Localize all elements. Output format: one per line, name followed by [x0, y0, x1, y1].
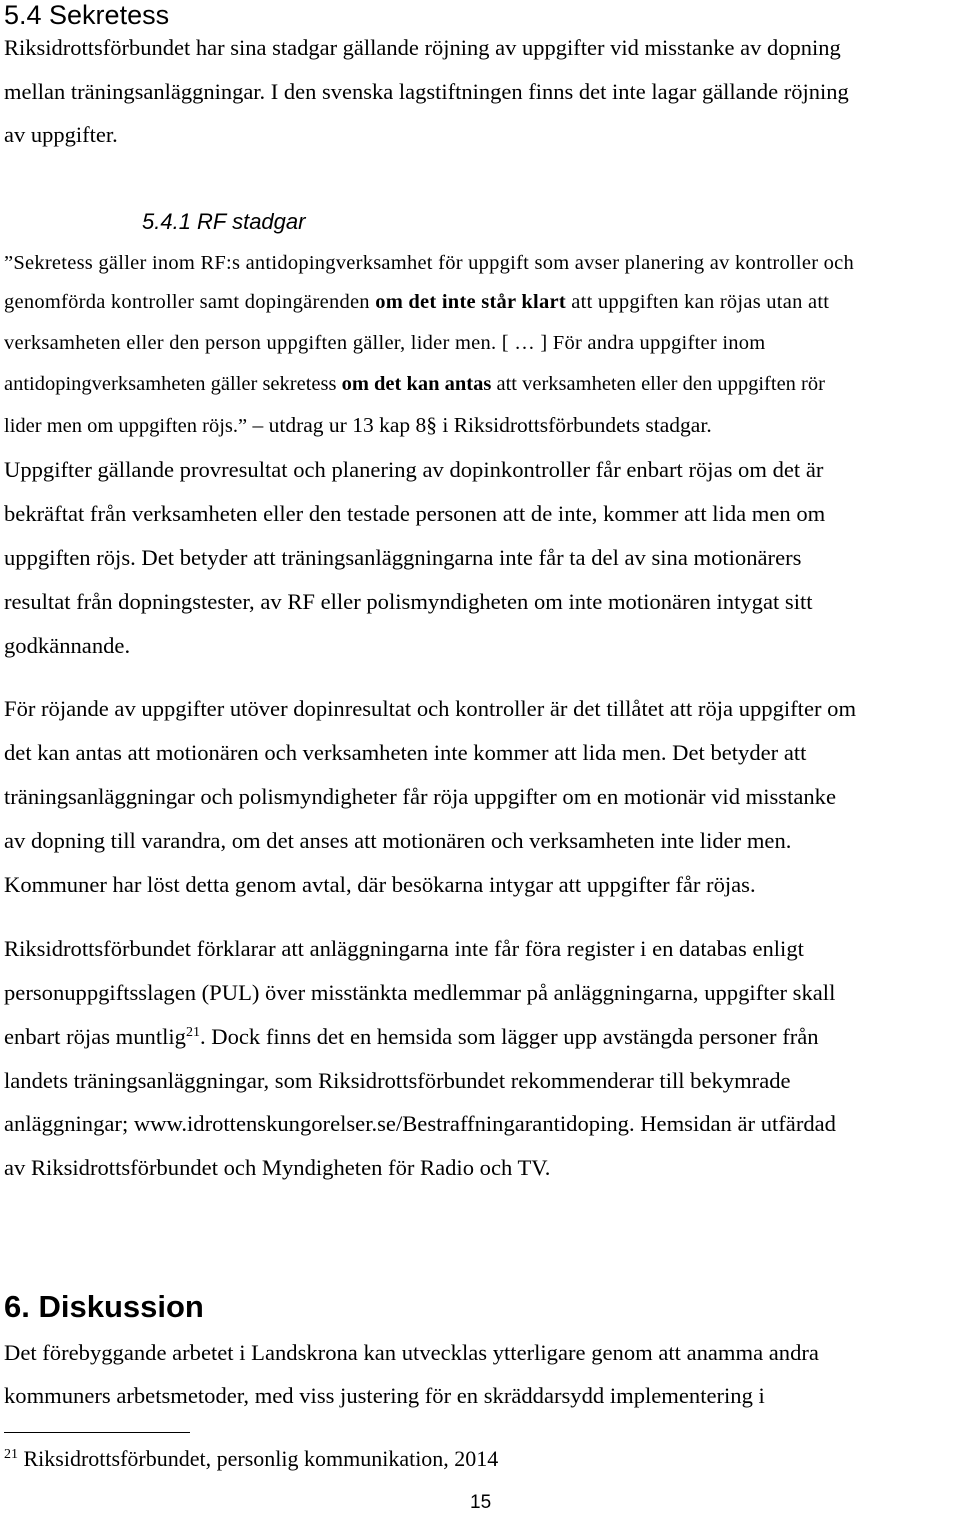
footnote-ref[interactable]: 21 — [185, 1025, 200, 1040]
body-line: av uppgifter. — [4, 122, 118, 147]
quote-text: genomförda kontroller samt dopingärenden — [4, 291, 376, 313]
body-text: . Dock finns det en hemsida som lägger upp avstängda personer från — [199, 1024, 819, 1049]
body-line: Kommuner har löst detta genom avtal, där besökarna intygar att uppgifter får röjas. — [4, 872, 756, 897]
body-line: av Riksidrottsförbundet och Myndigheten för Radio och TV. — [4, 1155, 551, 1180]
body-line: träningsanläggningar och polismyndigheter får röja uppgifter om en motionär vid misstanke — [4, 784, 836, 809]
quote-line: ”Sekretess gäller inom RF:s antidopingverksamhet för uppgift som avser planering av kontroller och — [4, 252, 855, 274]
footnote-text: Riksidrottsförbundet, personlig kommunikation, 2014 — [18, 1446, 499, 1471]
body-line: mellan träningsanläggningar. I den svenska lagstiftningen finns det inte lagar gällande röjning — [4, 79, 849, 104]
quote-source: – utdrag ur 13 kap 8§ i Riksidrottsförbundets stadgar. — [247, 413, 712, 437]
body-line: Uppgifter gällande provresultat och planering av dopinkontroller får enbart röjas om det är — [4, 457, 824, 482]
body-line: av dopning till varandra, om det anses att motionären och verksamheten inte lider men. — [4, 828, 792, 853]
footnote-number: 21 — [4, 1447, 18, 1462]
body-line: Det förebyggande arbetet i Landskrona kan utvecklas ytterligare genom att anamma andra — [4, 1340, 819, 1365]
quote-line — [4, 371, 825, 397]
body-line: resultat från dopningstester, av RF eller polismyndigheten om inte motionären intygat sitt — [4, 589, 813, 614]
quote-line: verksamheten eller den person uppgiften gäller, lider men. [ … ] För andra uppgifter inom — [4, 332, 766, 354]
body-line: kommuners arbetsmetoder, med viss justering för en skräddarsydd implementering i — [4, 1383, 765, 1408]
body-line: uppgiften röjs. Det betyder att träningsanläggningarna inte får ta del av sina motionärers — [4, 545, 802, 570]
body-line: Riksidrottsförbundet har sina stadgar gällande röjning av uppgifter vid misstanke av dopning — [4, 35, 841, 60]
quote-emphasis: om det inte står klart — [375, 291, 566, 313]
page-number: 15 — [470, 1492, 492, 1513]
quote-text: att verksamheten eller den uppgiften rör — [491, 373, 825, 395]
footnote-divider — [4, 1432, 190, 1433]
body-line: landets träningsanläggningar, som Riksidrottsförbundet rekommenderar till bekymrade — [4, 1068, 791, 1093]
section-heading-5-4: 5.4 Sekretess — [4, 0, 170, 30]
quote-text: att uppgiften kan röjas utan att — [565, 291, 830, 313]
quote-text: lider men om uppgiften röjs.” — [4, 415, 248, 437]
body-line: anläggningar; www.idrottenskungorelser.se/Bestraffningarantidoping. Hemsidan är utfärdad — [4, 1111, 836, 1136]
body-line: Riksidrottsförbundet förklarar att anläggningarna inte får föra register i en databas enligt — [4, 936, 804, 961]
quote-emphasis: om det kan antas — [341, 373, 492, 395]
body-line: personuppgiftsslagen (PUL) över misstänkta medlemmar på anläggningarna, uppgifter skall — [4, 980, 836, 1005]
body-line: det kan antas att motionären och verksamheten inte kommer att lida men. Det betyder att — [4, 740, 807, 765]
footnote — [4, 1444, 498, 1474]
body-line: För röjande av uppgifter utöver dopinresultat och kontroller är det tillåtet att röja uppgifter om — [4, 696, 857, 721]
quote-line — [4, 289, 829, 315]
body-line: godkännande. — [4, 633, 131, 658]
section-heading-5-4-1: 5.4.1 RF stadgar — [142, 209, 306, 234]
quote-text: antidopingverksamheten gäller sekretess — [4, 373, 342, 395]
body-line — [4, 1022, 819, 1052]
quote-line — [4, 412, 712, 439]
section-heading-6: 6. Diskussion — [4, 1289, 204, 1324]
body-line: bekräftat från verksamheten eller den testade personen att de inte, kommer att lida men om — [4, 501, 826, 526]
body-text: enbart röjas muntlig — [4, 1024, 186, 1049]
